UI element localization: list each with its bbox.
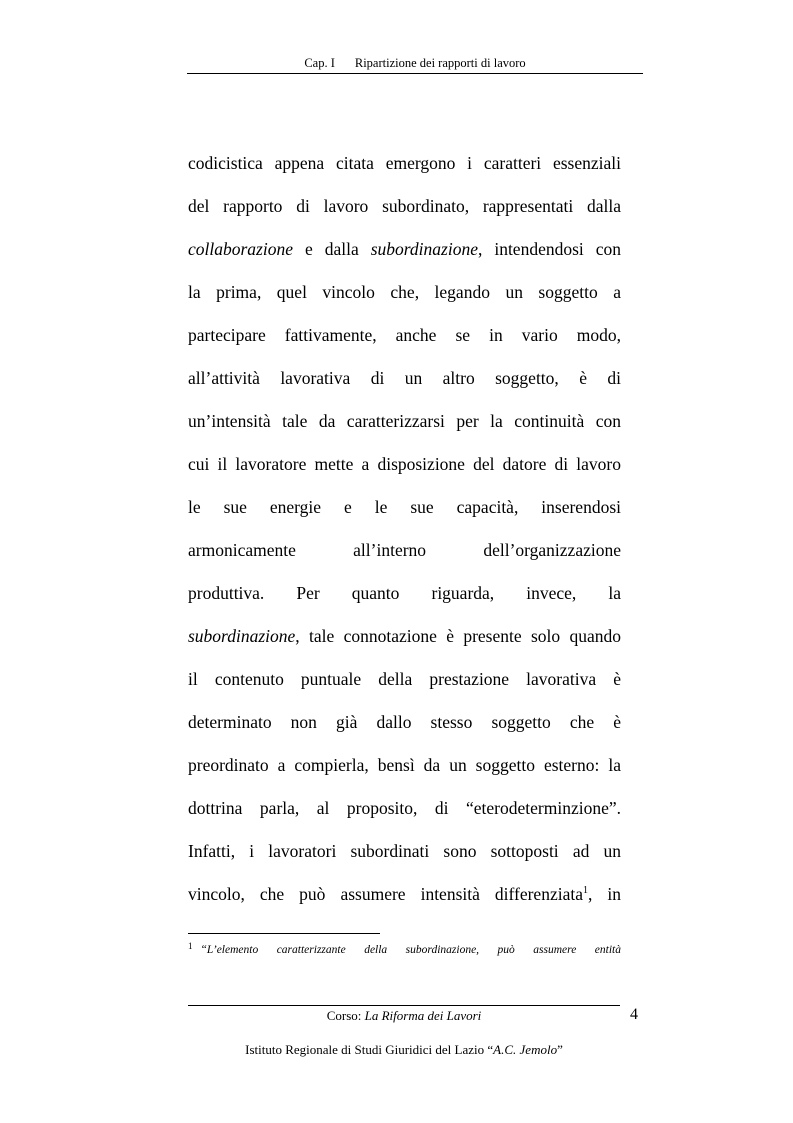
italic-term: collaborazione xyxy=(188,239,293,259)
footnote-mark: 1 xyxy=(188,941,193,951)
institute-name: A.C. Jemolo xyxy=(493,1042,558,1057)
text-line: le sue energie e le sue capacità, inserendosi xyxy=(188,497,621,517)
text-line: codicistica appena citata emergono i caratteri essenziali xyxy=(188,153,621,173)
text-line: produttiva. Per quanto riguarda, invece, la xyxy=(188,583,621,603)
text-line: vincolo, che può assumere intensità differenziata$^1$, in xyxy=(188,884,621,904)
running-header xyxy=(187,56,643,70)
text-line: determinato non già dallo stesso soggetto che è xyxy=(188,712,621,732)
footnote-text: “L’elemento caratterizzante della subordinazione, può assumere entità xyxy=(200,944,621,956)
chapter-title: Ripartizione dei rapporti di lavoro xyxy=(354,56,526,70)
footnote-reference[interactable]: 1 xyxy=(582,885,588,896)
body-text xyxy=(188,142,621,916)
chapter-label: Cap. I xyxy=(304,56,335,70)
footnote-rule xyxy=(188,933,380,934)
page-number: 4 xyxy=(630,1006,638,1023)
text-line: la prima, quel vincolo che, legando un soggetto a xyxy=(188,282,621,302)
text-line: dottrina parla, al proposito, di “eterodeterminzione”. xyxy=(188,798,621,818)
text-line: all’attività lavorativa di un altro soggetto, è di xyxy=(188,368,621,388)
text-line: partecipare fattivamente, anche se in vario modo, xyxy=(188,325,621,345)
text-line: collaborazione e dalla subordinazione, intendendosi con xyxy=(188,239,622,259)
text-line: un’intensità tale da caratterizzarsi per la continuità con xyxy=(188,411,621,431)
footnote xyxy=(188,938,621,958)
text-line: armonicamente all’interno dell’organizzazione xyxy=(188,540,621,560)
italic-term: subordinazione xyxy=(188,626,296,646)
header-rule xyxy=(187,73,643,74)
footer-course: Corso: La Riforma dei Lavori xyxy=(326,1008,482,1023)
course-title: La Riforma dei Lavori xyxy=(364,1008,482,1023)
text-line: il contenuto puntuale della prestazione lavorativa è xyxy=(188,669,621,689)
footer-institute: Istituto Regionale di Studi Giuridici del Lazio “A.C. Jemolo” xyxy=(245,1042,563,1057)
italic-term: subordinazione xyxy=(370,239,478,259)
text-line: del rapporto di lavoro subordinato, rappresentati dalla xyxy=(188,196,621,216)
text-line: preordinato a compierla, bensì da un soggetto esterno: la xyxy=(188,755,621,775)
text-line: Infatti, i lavoratori subordinati sono sottoposti ad un xyxy=(188,841,621,861)
text-line: cui il lavoratore mette a disposizione del datore di lavoro xyxy=(188,454,621,474)
text-line: subordinazione, tale connotazione è presente solo quando xyxy=(188,626,621,646)
footer-rule xyxy=(188,1005,620,1006)
